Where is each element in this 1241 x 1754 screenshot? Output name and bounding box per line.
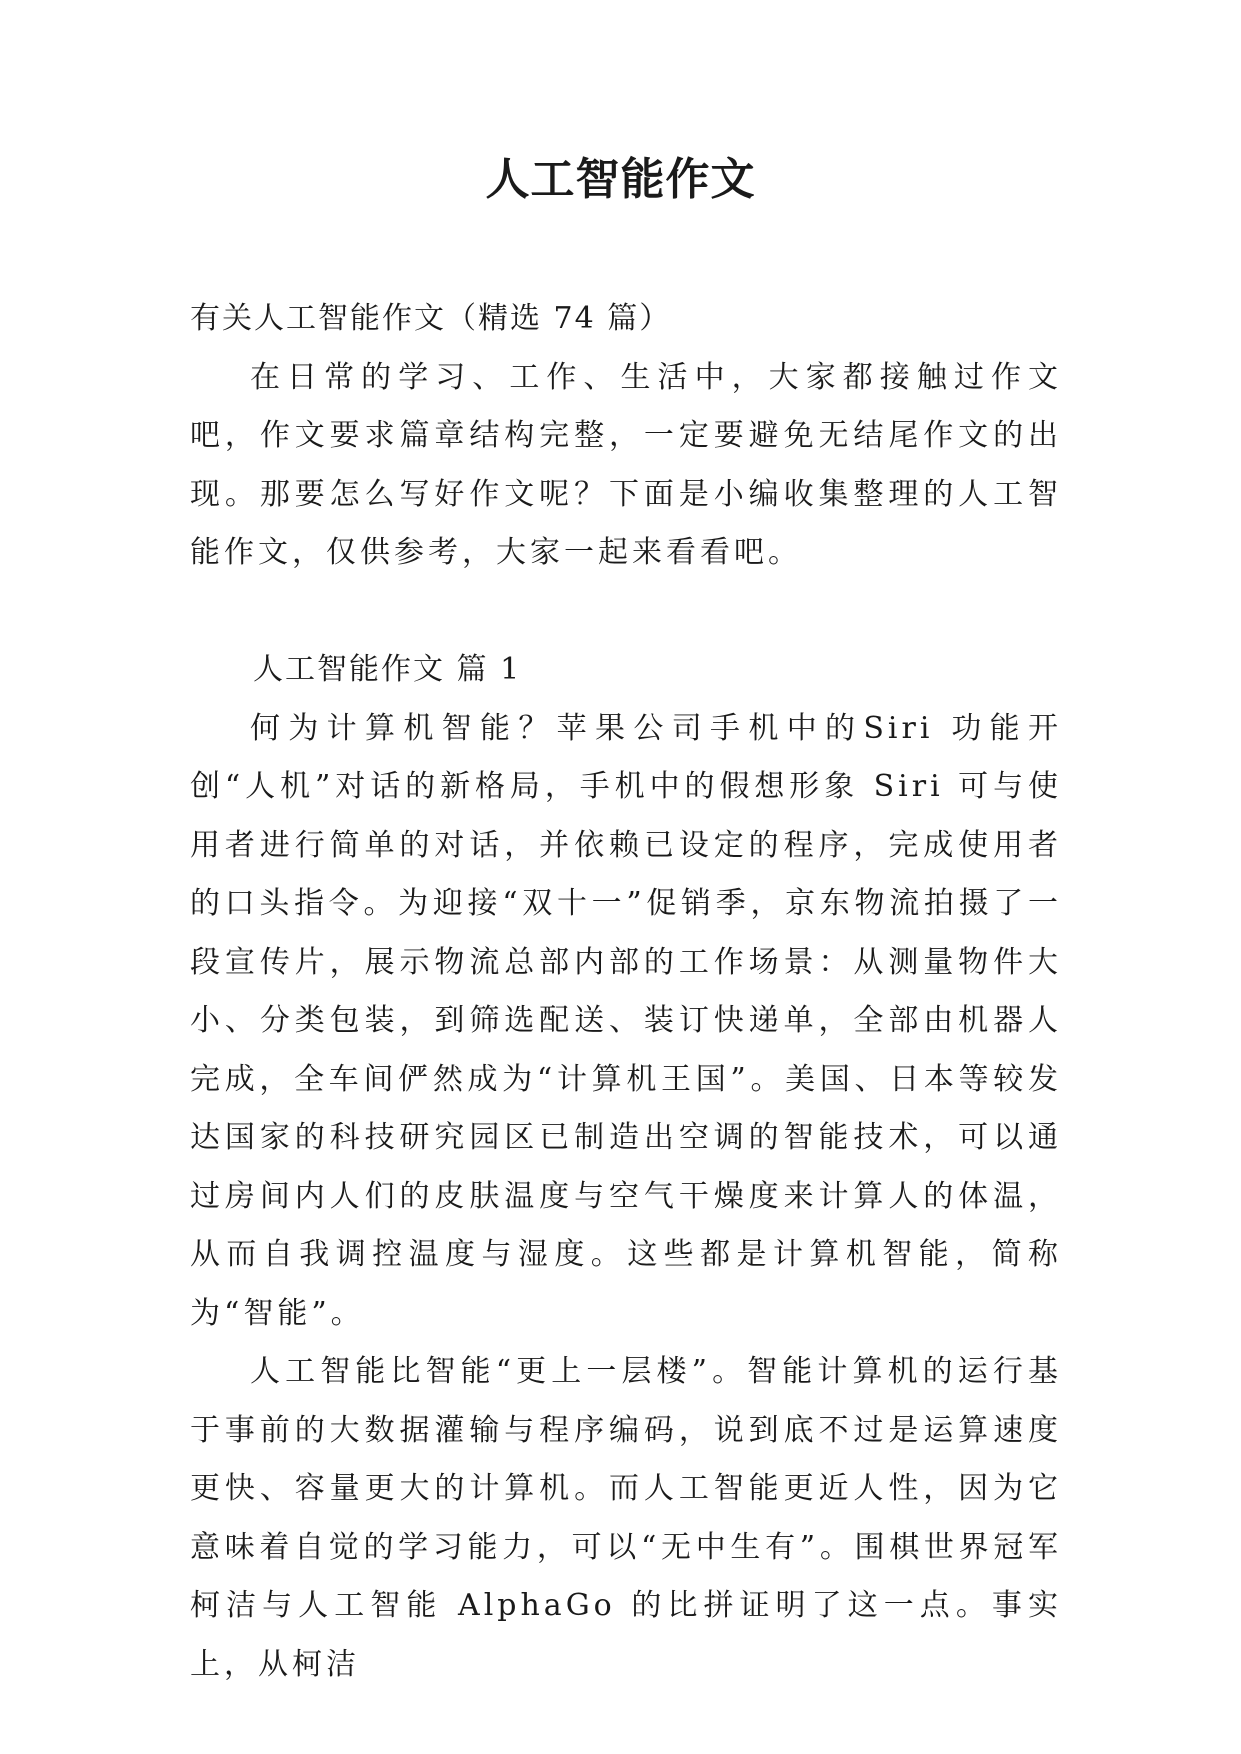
intro-paragraph: 在日常的学习、工作、生活中，大家都接触过作文吧，作文要求篇章结构完整，一定要避免无结尾作文的出现。那要怎么写好作文呢？下面是小编收集整理的人工智能作文，仅供参考，大家一起来看看吧。 (190, 359, 1062, 570)
document-title: 人工智能作文 (485, 154, 756, 205)
section-heading: 人工智能作文 篇 1 (253, 652, 522, 687)
document-subtitle: 有关人工智能作文（精选 74 篇） (190, 301, 672, 336)
body-paragraph-2: 人工智能比智能“更上一层楼”。智能计算机的运行基于事前的大数据灌输与程序编码，说到底不过是运算速度更快、容量更大的计算机。而人工智能更近人性，因为它意味着自觉的学习能力，可以“无中生有”。围棋世界冠军柯洁与人工智能 AlphaGo 的比拼证明了这一点。事实上，从柯洁 (190, 1354, 1062, 1682)
document-body (190, 290, 1062, 1694)
body-paragraph-1: 何为计算机智能？苹果公司手机中的Siri 功能开创“人机”对话的新格局，手机中的假想形象 Siri 可与使用者进行简单的对话，并依赖已设定的程序，完成使用者的口头指令。为迎接“双十一”促销季，京东物流拍摄了一段宣传片，展示物流总部内部的工作场景：从测量物件大小、分类包装，到筛选配送、装订快递单，全部由机器人完成，全车间俨然成为“计算机王国”。美国、日本等较发达国家的科技研究园区已制造出空调的智能技术，可以通过房间内人们的皮肤温度与空气干燥度来计算人的体温，从而自我调控温度与湿度。这些都是计算机智能，简称为“智能”。 (190, 710, 1062, 1331)
